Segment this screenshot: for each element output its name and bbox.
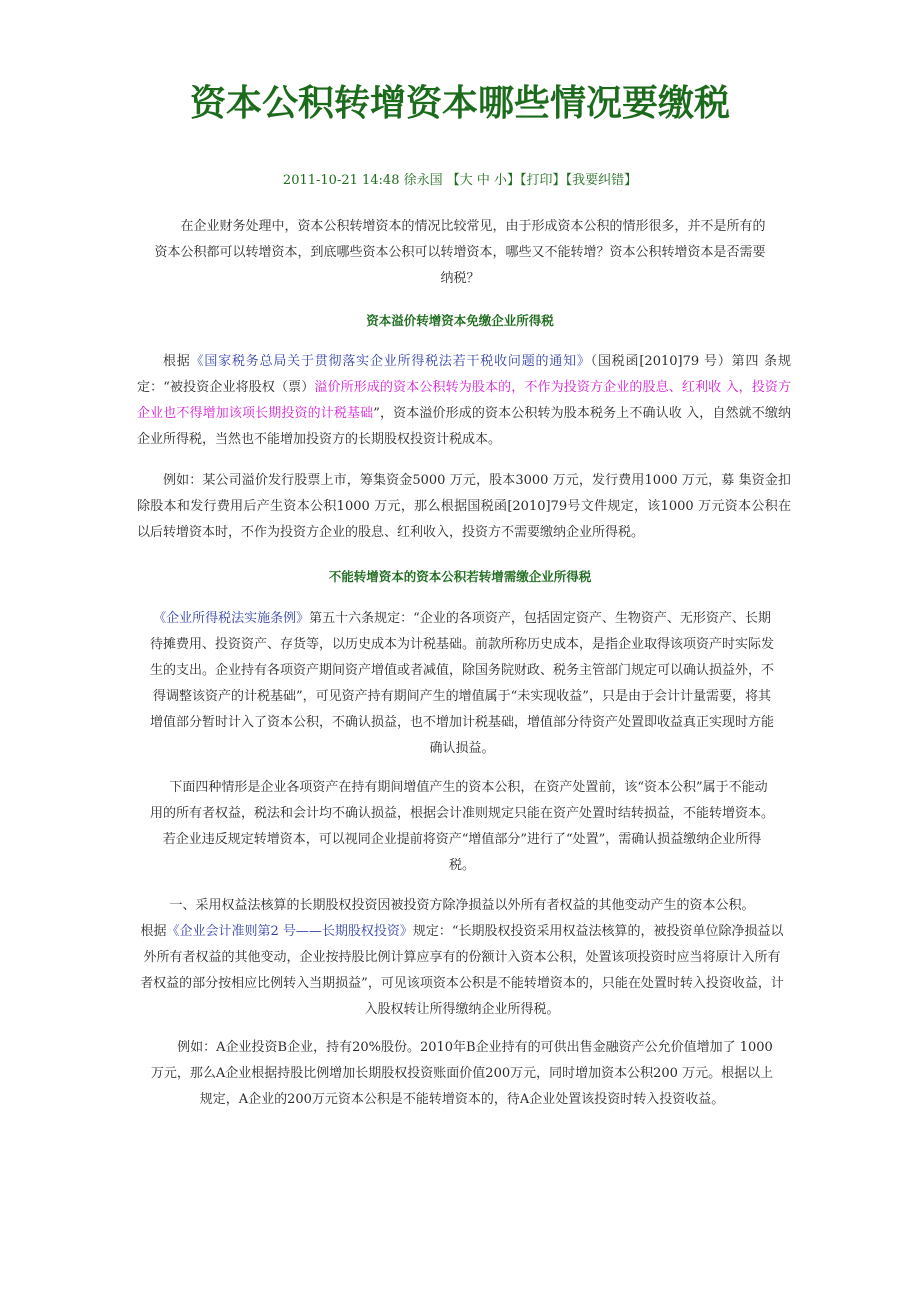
section1-p1-mid: （国税函[2010]79 号）第四 条规定：“被投资企业将股权（票） [137, 354, 791, 395]
section2-p3-line1: 一、采用权益法核算的长期股权投资因被投资方除净损益以外所有者权益的其他变动产生的资本公积。 [169, 898, 755, 913]
section1-p1-pre: 根据 [163, 354, 191, 369]
section1-paragraph-2: 例如：某公司溢价发行股票上市，筹集资金5000 万元，股本3000 万元，发行费用1000 万元，募 集资金扣除股本和发行费用后产生资本公积1000 万元，那么根据国税函[2010]79号文件规定，该1000 万元资本公积在以后转增资本时，不作为投资方企业的股息、红利收入，投资方不需要缴纳企业所得税。 [137, 473, 791, 540]
print-link[interactable]: 【打印】 [520, 173, 566, 188]
section2-paragraph-4: 例如：A企业投资B企业，持有20%股份。2010年B企业持有的可供出售金融资产公允价值增加了 1000万元，那么A企业根据持股比例增加长期股权投资账面价值200万元，同时增加资本公积200 万元。根据以上规定，A企业的200万元资本公积是不能转增资本的，待A企业处置该投资时转入投资收益。 [150, 1040, 774, 1107]
intro-paragraph: 在企业财务处理中，资本公积转增资本的情况比较常见，由于形成资本公积的情形很多，并不是所有的资本公积都可以转增资本，到底哪些资本公积可以转增资本，哪些又不能转增？资本公积转增资本是否需要纳税？ [154, 219, 766, 286]
section2-paragraph-3 [140, 893, 784, 1023]
section1-paragraph-1 [137, 349, 791, 453]
quoted-regulation-text: 溢价所形成的资本公积转为股本的，不作为投资方企业的股息、红利收 入，投资方企业也不得增加该项长期投资的计税基础 [137, 380, 791, 421]
author-name: 徐永国 [403, 173, 443, 188]
section1-p1-post: ”，资本溢价形成的资本公积转为股本税务上不确认收 入，自然就不缴纳企业所得税，当然也不能增加投资方的长期股权投资计税成本。 [137, 406, 791, 447]
section2-p1-text: 第五十六条规定：“企业的各项资产，包括固定资产、生物资产、无形资产、长期待摊费用、投资资产、存货等，以历史成本为计税基础。前款所称历史成本，是指企业取得该项资产时实际发生的支出。企业持有各项资产期间资产增值或者减值，除国务院财政、税务主管部门规定可以确认损益外，不得调整该资产的计税基础”，可见资产持有期间产生的增值属于“未实现收益”，只是由于会计计量需要，将其增值部分暂时计入了资本公积，不确认损益，也不增加计税基础，增值部分待资产处置即收益真正实现时方能确认损益。 [150, 611, 775, 756]
publish-datetime: 2011-10-21 14:48 [282, 173, 400, 188]
section2-paragraph-2: 下面四种情形是企业各项资产在持有期间增值产生的资本公积，在资产处置前，该“资本公积”属于不能动用的所有者权益，税法和会计均不确认损益，根据会计准则规定只能在资产处置时结转损益，不能转增资本。若企业违反规定转增资本，可以视同企业提前将资产“增值部分”进行了“处置”，需确认损益缴纳企业所得税。 [150, 780, 775, 873]
font-size-switcher[interactable]: 【大 中 小】 [446, 173, 521, 188]
accounting-standard-link[interactable]: 《企业会计准则第2 号——长期股权投资》 [166, 924, 413, 939]
article-title: 资本公积转增资本哪些情况要缴税 [189, 83, 730, 124]
section1-heading: 资本溢价转增资本免缴企业所得税 [366, 313, 554, 328]
section2-heading: 不能转增资本的资本公积若转增需缴企业所得税 [328, 569, 592, 584]
article-meta [0, 170, 920, 192]
report-error-link[interactable]: 【我要纠错】 [565, 173, 638, 188]
section2-paragraph-1 [150, 606, 774, 762]
section2-p3-pre: 根据 [140, 924, 167, 939]
notice-link[interactable]: 《国家税务总局关于贯彻落实企业所得税法若干税收问题的通知》 [190, 354, 591, 369]
regulation-link[interactable]: 《企业所得税法实施条例》 [153, 611, 310, 626]
section2-p3-text: 规定：“长期股权投资采用权益法核算的，被投资单位除净损益以外所有者权益的其他变动，企业按持股比例计算应享有的份额计入资本公积，处置该项投资时应当将原计入所有者权益的部分按相应比例转入当期损益”，可见该项资本公积是不能转增资本的，只能在处置时转入投资收益，计入股权转让所得缴纳企业所得税。 [140, 924, 784, 1017]
